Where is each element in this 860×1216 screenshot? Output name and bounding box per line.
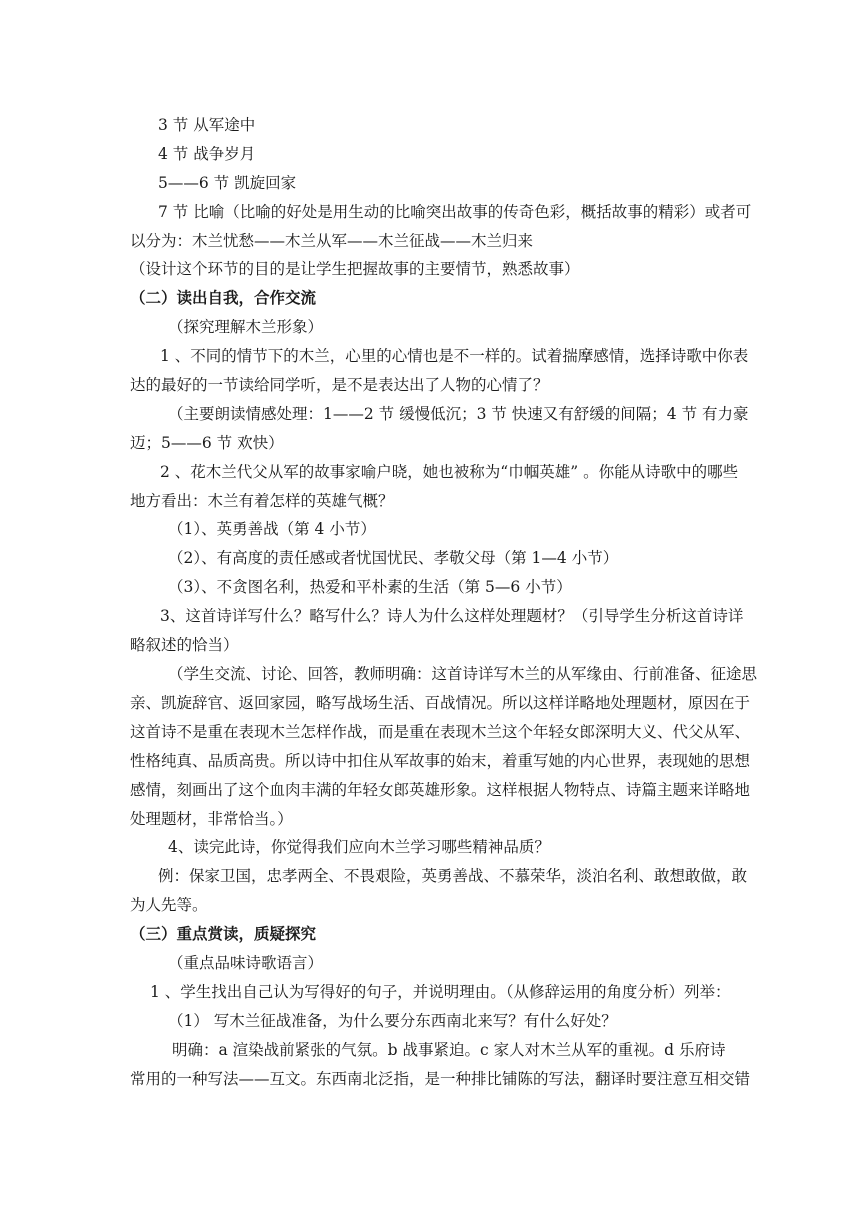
text-line: 2 、花木兰代父从军的故事家喻户晓，她也被称为“巾帼英雄” 。你能从诗歌中的哪些 bbox=[160, 463, 739, 481]
text-line: 处理题材，非常恰当。） bbox=[130, 810, 293, 828]
section-heading: （三）重点赏读，质疑探究 bbox=[130, 924, 317, 943]
text-line: 7 节 比喻（比喻的好处是用生动的比喻突出故事的传奇色彩，概括故事的精彩）或者可 bbox=[158, 203, 752, 221]
text-line: 4、读完此诗，你觉得我们应向木兰学习哪些精神品质？ bbox=[168, 838, 550, 856]
text-line: （设计这个环节的目的是让学生把握故事的主要情节，熟悉故事） bbox=[130, 260, 580, 278]
text-line: 3、这首诗详写什么？略写什么？诗人为什么这样处理题材？（引导学生分析这首诗详 bbox=[160, 607, 744, 625]
text-line: （2）、有高度的责任感或者忧国忧民、孝敬父母（第 1—4 小节） bbox=[168, 549, 619, 567]
text-line: （重点品味诗歌语言） bbox=[168, 954, 324, 972]
text-line: 4 节 战争岁月 bbox=[158, 145, 256, 163]
text-line: （学生交流、讨论、回答，教师明确：这首诗详写木兰的从军缘由、行前准备、征途思 bbox=[168, 665, 758, 683]
text-line: （3）、不贪图名利，热爱和平朴素的生活（第 5—6 小节） bbox=[168, 578, 572, 596]
text-line: 5——6 节 凯旋回家 bbox=[158, 174, 297, 192]
text-line: 3 节 从军途中 bbox=[158, 116, 256, 134]
text-line: 感情，刻画出了这个血肉丰满的年轻女郎英雄形象。这样根据人物特点、诗篇主题来详略地 bbox=[130, 781, 751, 799]
text-line: 略叙述的恰当） bbox=[130, 636, 239, 654]
text-line: （1）、英勇善战（第 4 小节） bbox=[168, 520, 376, 538]
text-line: （主要朗读情感处理：1——2 节 缓慢低沉；3 节 快速又有舒缓的间隔；4 节 有力豪 bbox=[168, 405, 749, 423]
text-line: 常用的一种写法——互文。东西南北泛指，是一种排比铺陈的写法，翻译时要注意互相交错 bbox=[130, 1070, 751, 1088]
text-line: 明确：a 渲染战前紧张的气氛。b 战事紧迫。c 家人对木兰从军的重视。d 乐府诗 bbox=[172, 1041, 726, 1059]
text-line: 以分为：木兰忧愁——木兰从军——木兰征战——木兰归来 bbox=[130, 232, 534, 250]
text-line: 达的最好的一节读给同学听，是不是表达出了人物的心情了？ bbox=[130, 376, 549, 394]
text-line: 这首诗不是重在表现木兰怎样作战，而是重在表现木兰这个年轻女郎深明大义、代父从军、 bbox=[130, 723, 751, 741]
section-heading: （二）读出自我，合作交流 bbox=[130, 288, 317, 307]
text-line: 例：保家卫国，忠孝两全、不畏艰险，英勇善战、不慕荣华，淡泊名利、敢想敢做，敢 bbox=[158, 867, 748, 885]
text-line: 亲、凯旋辞官、返回家园，略写战场生活、百战情况。所以这样详略地处理题材，原因在于 bbox=[130, 694, 751, 712]
text-line: 地方看出：木兰有着怎样的英雄气概？ bbox=[130, 492, 394, 510]
text-line: （1） 写木兰征战准备，为什么要分东西南北来写？有什么好处？ bbox=[168, 1012, 617, 1030]
text-line: 性格纯真、品质高贵。所以诗中扣住从军故事的始末，着重写她的内心世界，表现她的思想 bbox=[130, 752, 751, 770]
text-line: 为人先等。 bbox=[130, 896, 208, 914]
text-line: （探究理解木兰形象） bbox=[168, 318, 324, 336]
text-line: 1 、学生找出自己认为写得好的句子，并说明理由。（从修辞运用的角度分析）列举： bbox=[150, 983, 731, 1001]
text-line: 1 、不同的情节下的木兰，心里的心情也是不一样的。试着揣摩感情，选择诗歌中你表 bbox=[160, 347, 749, 365]
text-line: 迈；5——6 节 欢快） bbox=[130, 434, 284, 452]
